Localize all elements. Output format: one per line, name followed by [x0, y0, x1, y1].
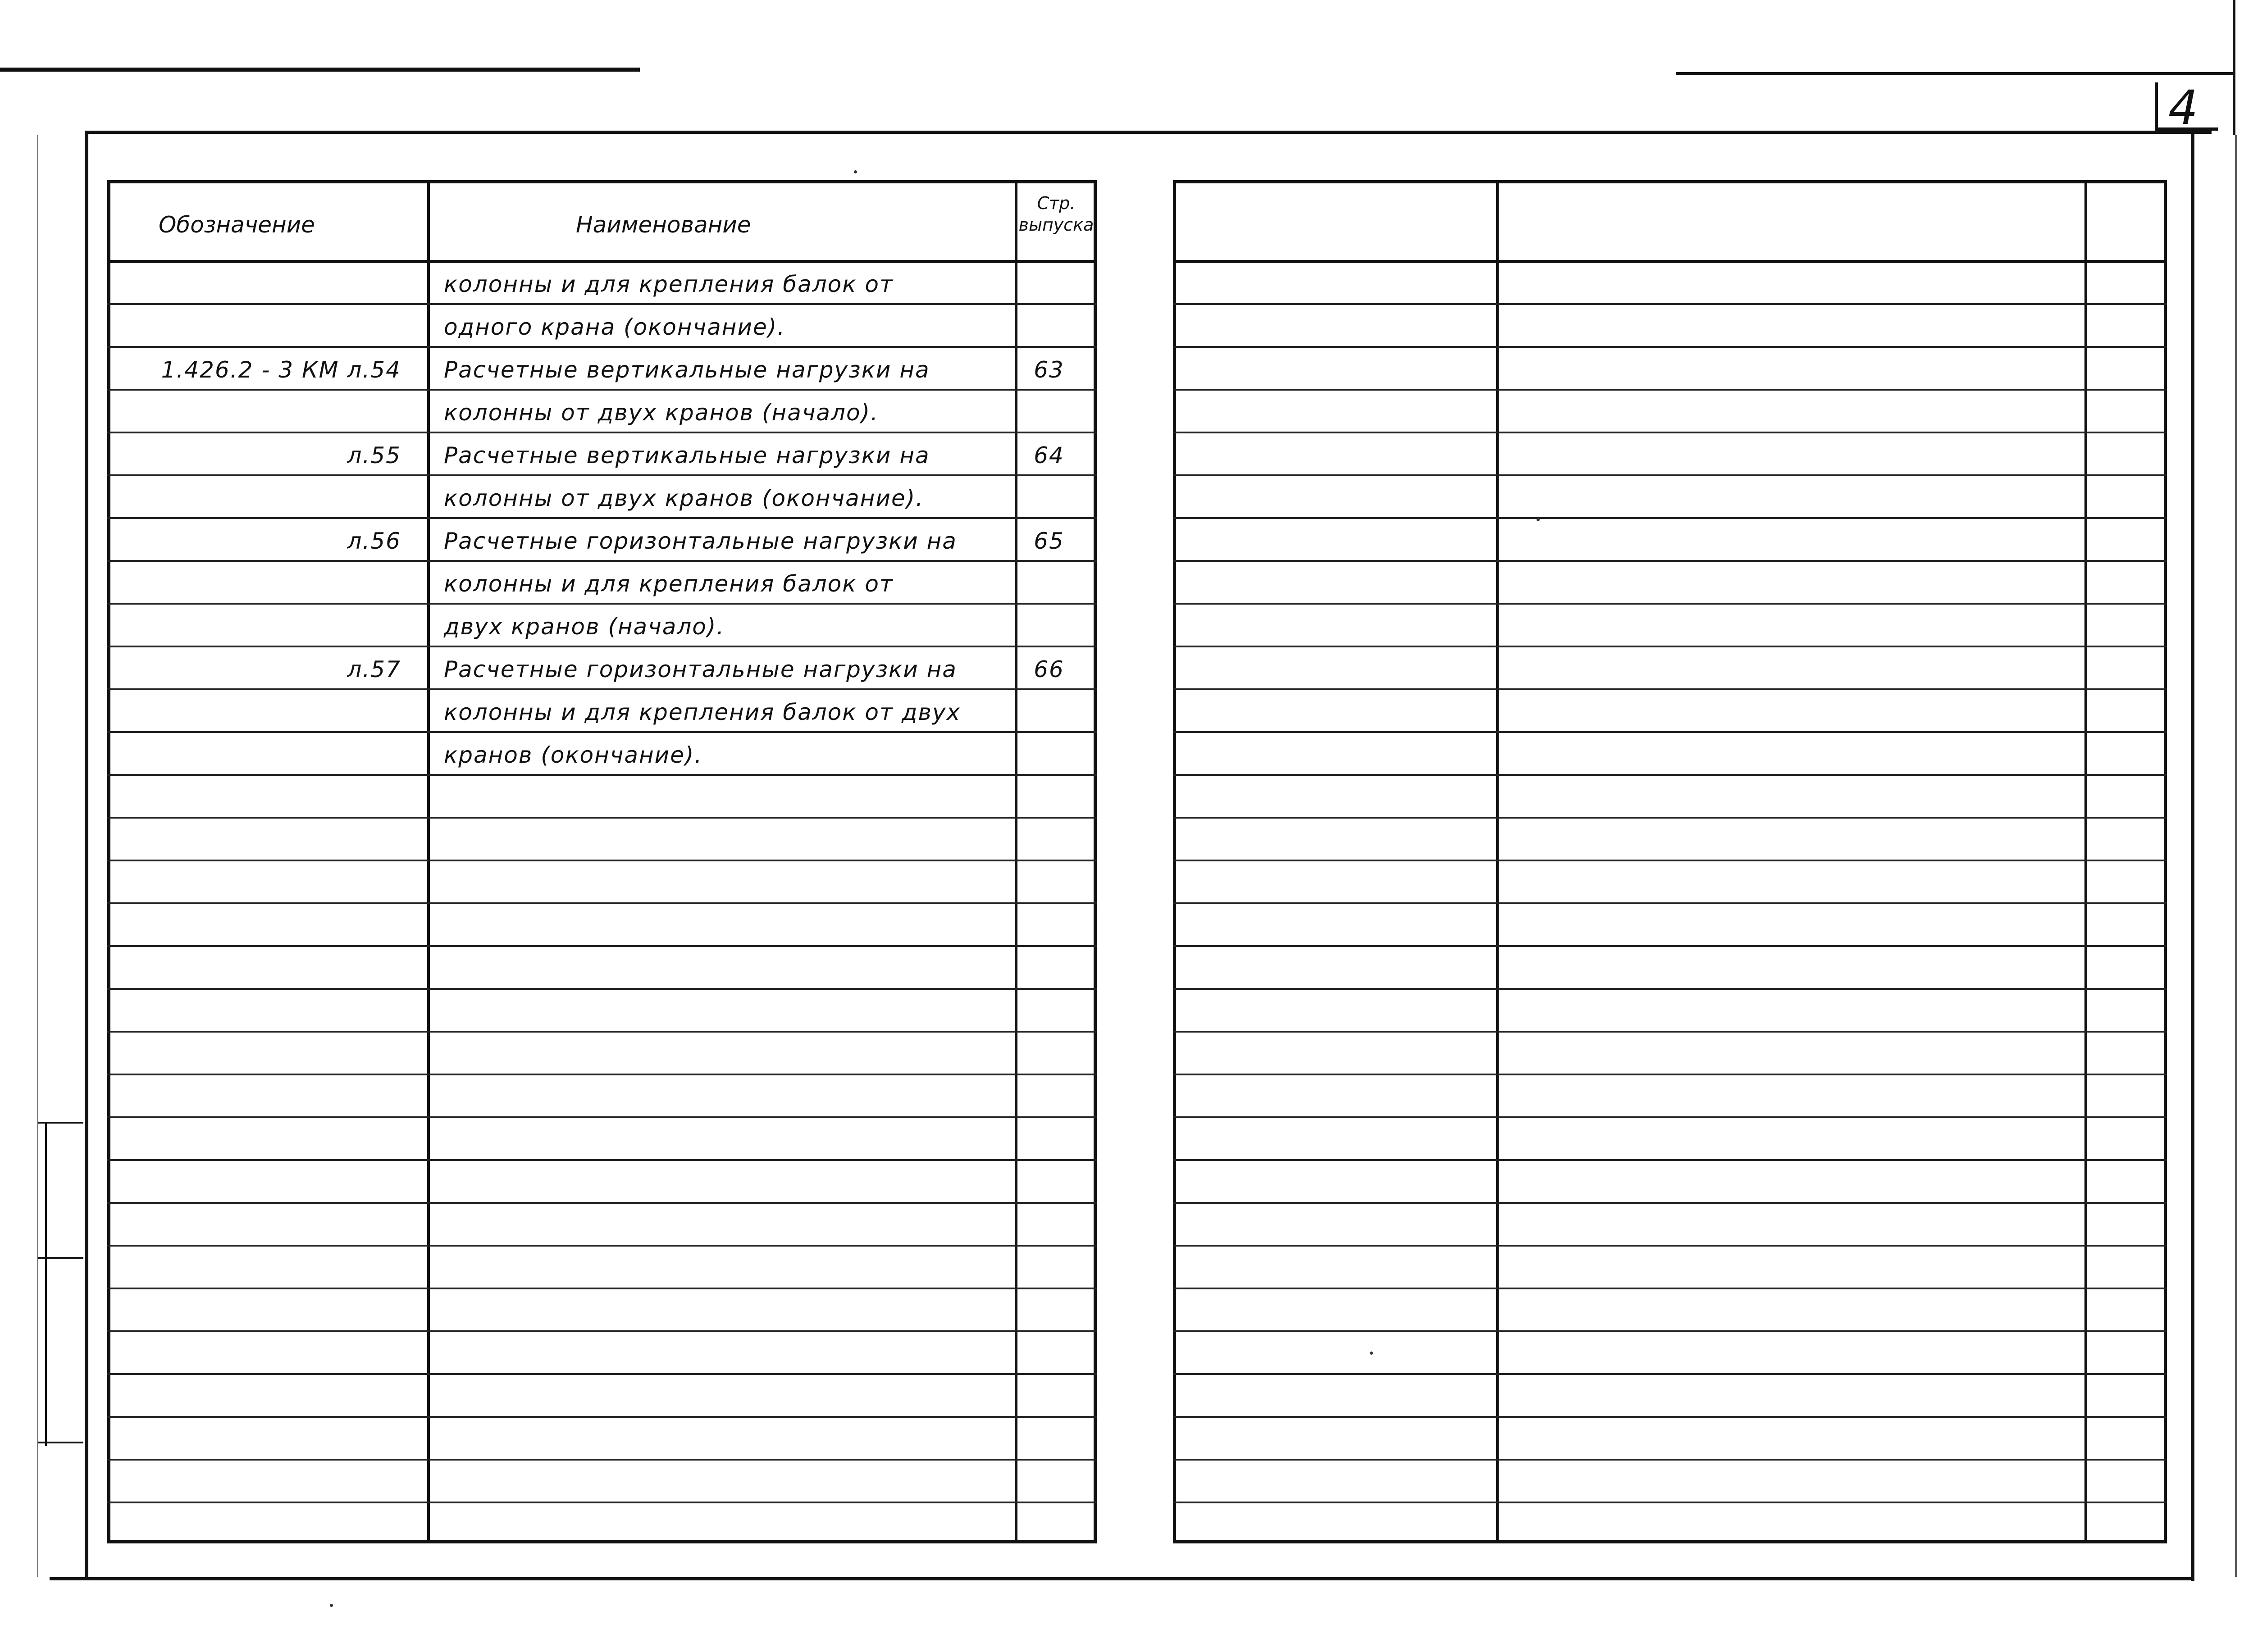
- row-line: [1173, 260, 2167, 263]
- row-line: [1173, 517, 2167, 519]
- row-line: [107, 1502, 1097, 1503]
- row-line: [1173, 817, 2167, 819]
- top-edge-left: [0, 68, 640, 72]
- row-line: [107, 474, 1097, 476]
- row-line: [1173, 1416, 2167, 1418]
- right-col-divider-2: [2084, 180, 2087, 1543]
- row-line: [107, 1330, 1097, 1332]
- row-line: [1173, 603, 2167, 605]
- row-line: [1173, 1159, 2167, 1161]
- row-line: [1173, 860, 2167, 861]
- row-line: [1173, 688, 2167, 690]
- row-line: [107, 774, 1097, 776]
- row-line: [107, 517, 1097, 519]
- row-line: [107, 1202, 1097, 1204]
- row-line: [107, 731, 1097, 733]
- row-line: [1173, 560, 2167, 562]
- scan-speck: [854, 170, 857, 173]
- row-line: [1173, 1459, 2167, 1461]
- header-page-line2: выпуска: [1018, 215, 1094, 235]
- row-designation: л.56: [347, 528, 401, 554]
- row-line: [1173, 1502, 2167, 1503]
- page-number: 4: [2168, 80, 2198, 135]
- row-line: [1173, 1202, 2167, 1204]
- row-line: [1173, 432, 2167, 433]
- row-line: [1173, 1373, 2167, 1375]
- row-line: [107, 945, 1097, 947]
- row-line: [107, 260, 1097, 263]
- row-line: [1173, 346, 2167, 348]
- row-name: одного крана (окончание).: [444, 314, 786, 340]
- row-line: [1173, 646, 2167, 647]
- header-page-line1: Стр.: [1037, 193, 1076, 213]
- row-name: колонны от двух кранов (начало).: [444, 400, 879, 426]
- top-edge-right: [1676, 72, 2235, 75]
- row-line: [107, 1116, 1097, 1118]
- row-page: 64: [1034, 442, 1064, 469]
- row-name: двух кранов (начало).: [444, 614, 725, 640]
- binding-vertical: [45, 1122, 47, 1446]
- row-line: [1173, 1288, 2167, 1289]
- row-name: колонны и для крепления балок от двух: [444, 699, 961, 725]
- row-line: [107, 303, 1097, 305]
- row-line: [107, 1245, 1097, 1247]
- row-line: [107, 1416, 1097, 1418]
- row-line: [1173, 945, 2167, 947]
- row-line: [107, 688, 1097, 690]
- scan-speck: [1370, 1352, 1373, 1355]
- row-line: [107, 560, 1097, 562]
- row-line: [1173, 774, 2167, 776]
- row-line: [107, 817, 1097, 819]
- row-designation: л.57: [347, 656, 401, 683]
- row-line: [1173, 303, 2167, 305]
- scan-speck: [1537, 518, 1540, 521]
- row-designation: л.55: [347, 442, 401, 469]
- row-name: колонны от двух кранов (окончание).: [444, 485, 924, 511]
- row-line: [1173, 1031, 2167, 1033]
- row-line: [107, 1031, 1097, 1033]
- row-line: [107, 432, 1097, 433]
- left-margin-line: [37, 135, 38, 1577]
- row-line: [1173, 474, 2167, 476]
- row-name: Расчетные горизонтальные нагрузки на: [444, 528, 957, 554]
- row-name: Расчетные горизонтальные нагрузки на: [444, 656, 957, 683]
- row-name: колонны и для крепления балок от: [444, 271, 894, 297]
- row-name: колонны и для крепления балок от: [444, 571, 894, 597]
- row-page: 66: [1034, 656, 1064, 683]
- row-line: [1173, 988, 2167, 990]
- row-line: [107, 346, 1097, 348]
- row-line: [107, 1074, 1097, 1075]
- row-line: [1173, 902, 2167, 904]
- row-line: [107, 603, 1097, 605]
- left-col-divider-1: [427, 180, 430, 1543]
- row-page: 65: [1034, 528, 1064, 554]
- row-line: [1173, 1330, 2167, 1332]
- row-line: [107, 1373, 1097, 1375]
- row-designation: 1.426.2 - 3 КМ л.54: [161, 357, 401, 383]
- right-edge-upper: [2233, 0, 2235, 135]
- right-margin-line: [2235, 135, 2237, 1577]
- row-line: [107, 389, 1097, 391]
- right-col-divider-1: [1496, 180, 1499, 1543]
- row-name: Расчетные вертикальные нагрузки на: [444, 442, 930, 469]
- row-line: [1173, 731, 2167, 733]
- header-designation: Обозначение: [159, 212, 315, 238]
- row-name: Расчетные вертикальные нагрузки на: [444, 357, 930, 383]
- row-line: [107, 646, 1097, 647]
- right-contents-table: [1173, 180, 2167, 1543]
- row-line: [1173, 1116, 2167, 1118]
- row-line: [1173, 1074, 2167, 1075]
- row-line: [107, 860, 1097, 861]
- row-line: [107, 1288, 1097, 1289]
- row-line: [1173, 389, 2167, 391]
- row-line: [107, 988, 1097, 990]
- left-contents-table: [107, 180, 1097, 1543]
- row-line: [1173, 1245, 2167, 1247]
- row-line: [107, 1459, 1097, 1461]
- row-page: 63: [1034, 357, 1064, 383]
- scan-speck: [330, 1604, 333, 1607]
- row-line: [107, 1159, 1097, 1161]
- row-line: [107, 902, 1097, 904]
- left-col-divider-2: [1015, 180, 1017, 1543]
- row-name: кранов (окончание).: [444, 742, 703, 768]
- header-name: Наименование: [576, 212, 751, 238]
